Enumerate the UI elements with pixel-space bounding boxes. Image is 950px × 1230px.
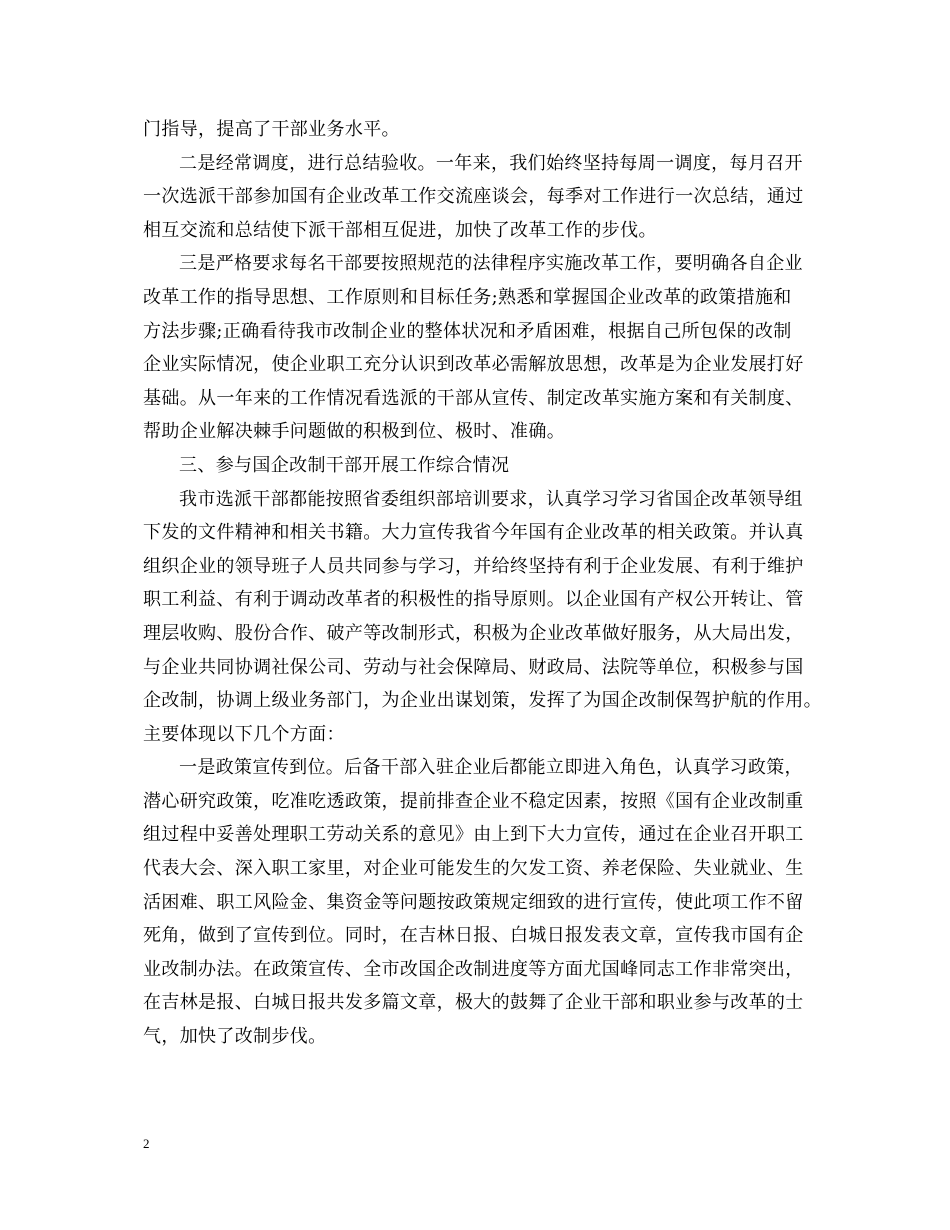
document-body [143, 113, 822, 1054]
text-line: 主要体现以下几个方面： [143, 723, 345, 745]
text-line: 相互交流和总结使下派干部相互促进，加快了改革工作的步伐。 [143, 219, 657, 241]
text-line: 帮助企业解决棘手问题做的积极到位、极时、准确。 [143, 421, 566, 443]
text-line: 企改制，协调上级业务部门，为企业出谋划策，发挥了为国企改制保驾护航的作用。 [143, 690, 822, 712]
text-line: 职工利益、有利于调动改革者的积极性的指导原则。以企业国有产权公开转让、管 [143, 589, 804, 611]
text-line: 与企业共同协调社保公司、劳动与社会保障局、财政局、法院等单位，积极参与国 [143, 656, 804, 678]
text-line: 一是政策宣传到位。后备干部入驻企业后都能立即进入角色，认真学习政策， [179, 757, 803, 779]
text-line: 二是经常调度，进行总结验收。一年来，我们始终坚持每周一调度，每月召开 [179, 152, 803, 174]
text-line: 三、参与国企改制干部开展工作综合情况 [179, 454, 510, 476]
text-line: 方法步骤;正确看待我市改制企业的整体状况和矛盾困难，根据自己所包保的改制 [143, 320, 792, 342]
text-line: 企业实际情况，使企业职工充分认识到改革必需解放思想，改革是为企业发展打好 [143, 354, 804, 376]
page-number: 2 [143, 1136, 150, 1151]
text-line: 代表大会、深入职工家里，对企业可能发生的欠发工资、养老保险、失业就业、生 [143, 858, 804, 880]
text-line: 业改制办法。在政策宣传、全市改国企改制进度等方面尤国峰同志工作非常突出， [143, 958, 804, 980]
text-line: 潜心研究政策，吃准吃透政策，提前排查企业不稳定因素，按照《国有企业改制重 [143, 790, 804, 812]
text-line: 理层收购、股份合作、破产等改制形式，积极为企业改革做好服务，从大局出发， [143, 622, 804, 644]
text-line: 改革工作的指导思想、工作原则和目标任务;熟悉和掌握国企业改革的政策措施和 [143, 286, 792, 308]
text-line: 基础。从一年来的工作情况看选派的干部从宣传、制定改革实施方案和有关制度、 [143, 387, 804, 409]
text-line: 组过程中妥善处理职工劳动关系的意见》由上到下大力宣传，通过在企业召开职工 [143, 824, 804, 846]
text-line: 门指导，提高了干部业务水平。 [143, 119, 400, 140]
text-line: 组织企业的领导班子人员共同参与学习，并给终坚持有利于企业发展、有利于维护 [143, 555, 804, 577]
text-line: 三是严格要求每名干部要按照规范的法律程序实施改革工作，要明确各自企业 [179, 253, 803, 275]
text-line: 下发的文件精神和相关书籍。大力宣传我省今年国有企业改革的相关政策。并认真 [143, 522, 804, 544]
text-line: 在吉林是报、白城日报共发多篇文章，极大的鼓舞了企业干部和职业参与改革的士 [143, 992, 804, 1014]
text-line: 气，加快了改制步伐。 [143, 1026, 327, 1048]
text-line: 活困难、职工风险金、集资金等问题按政策规定细致的进行宣传，使此项工作不留 [143, 891, 804, 913]
text-line: 我市选派干部都能按照省委组织部培训要求，认真学习学习省国企改革领导组 [179, 488, 803, 510]
text-line: 一次选派干部参加国有企业改革工作交流座谈会，每季对工作进行一次总结，通过 [143, 186, 804, 208]
text-line: 死角，做到了宣传到位。同时，在吉林日报、白城日报发表文章，宣传我市国有企 [143, 925, 804, 947]
